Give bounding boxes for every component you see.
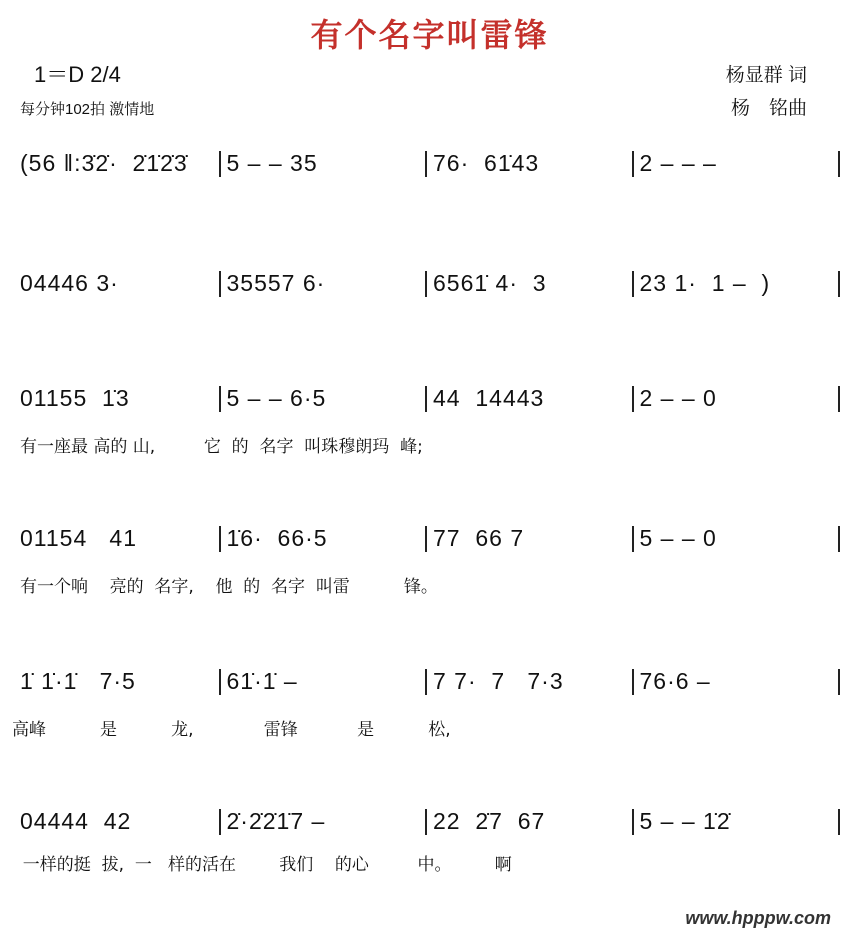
measure: 76· 61̇43 [433, 150, 540, 176]
lyric-line: 一样的挺 拔, 一 样的活在 我们 的心 中。 啊 [12, 855, 512, 875]
notation-row [14, 150, 840, 177]
notation-row [14, 525, 840, 552]
measure: 5 – – 1̇2̇ [639, 808, 731, 834]
measure: 23 1· 1 – ) [639, 270, 771, 296]
measure: 7 7· 7 7·3 [433, 668, 564, 694]
barline [838, 526, 840, 552]
composer-credit: 杨 铭曲 [730, 98, 807, 119]
watermark: www.hpppw.com [685, 908, 831, 928]
measure: 5 – – 6·5 [226, 385, 327, 411]
measure: 35557 6· [226, 270, 326, 296]
notation-row [14, 808, 840, 835]
measure: 04444 42 [20, 808, 132, 834]
notation-row [14, 668, 840, 695]
lyric-line: 高峰 是 龙, 雷锋 是 松, [12, 720, 451, 740]
lyric-line: 有一座最 高的 山, 它 的 名字 叫珠穆朗玛 峰; [20, 437, 423, 457]
tempo-marking: 每分钟102拍 激情地 [20, 101, 155, 118]
notation-row [14, 270, 840, 297]
barline [838, 151, 840, 177]
measure: 77 66 7 [433, 525, 525, 551]
measure: 76·6 – [639, 668, 711, 694]
measure: 2 – – – [639, 150, 717, 176]
measure: 1̇ 1̇·1̇ 7·5 [20, 668, 136, 694]
barline [838, 809, 840, 835]
notation-row [14, 385, 840, 412]
measure: 5 – – 0 [639, 525, 717, 551]
key-signature: 1＝D 2/4 [34, 62, 121, 87]
lyric-line: 有一个响 亮的 名字, 他 的 名字 叫雷 锋。 [20, 577, 438, 597]
measure: 04446 3· [20, 270, 119, 296]
measure: 22 2̇7 67 [433, 808, 546, 834]
barline [838, 386, 840, 412]
song-title: 有个名字叫雷锋 [310, 16, 549, 54]
barline [838, 669, 840, 695]
barline [838, 271, 840, 297]
measure: 5 – – 35 [226, 150, 318, 176]
lyricist-credit: 杨显群 词 [725, 65, 807, 86]
measure: (56 ‖:3̇2̇· 2̇1̇2̇3̇ [20, 150, 188, 176]
measure: 2̇·2̇2̇1̇7 – [226, 808, 326, 834]
measure: 2 – – 0 [639, 385, 717, 411]
measure: 1̇6· 66·5 [226, 525, 328, 551]
measure: 44 14443 [433, 385, 545, 411]
measure: 61̇·1̇ – [226, 668, 298, 694]
measure: 6561̇ 4· 3 [433, 270, 547, 296]
measure: 01154 41 [20, 525, 138, 551]
measure: 01155 1̇3 [20, 385, 130, 411]
